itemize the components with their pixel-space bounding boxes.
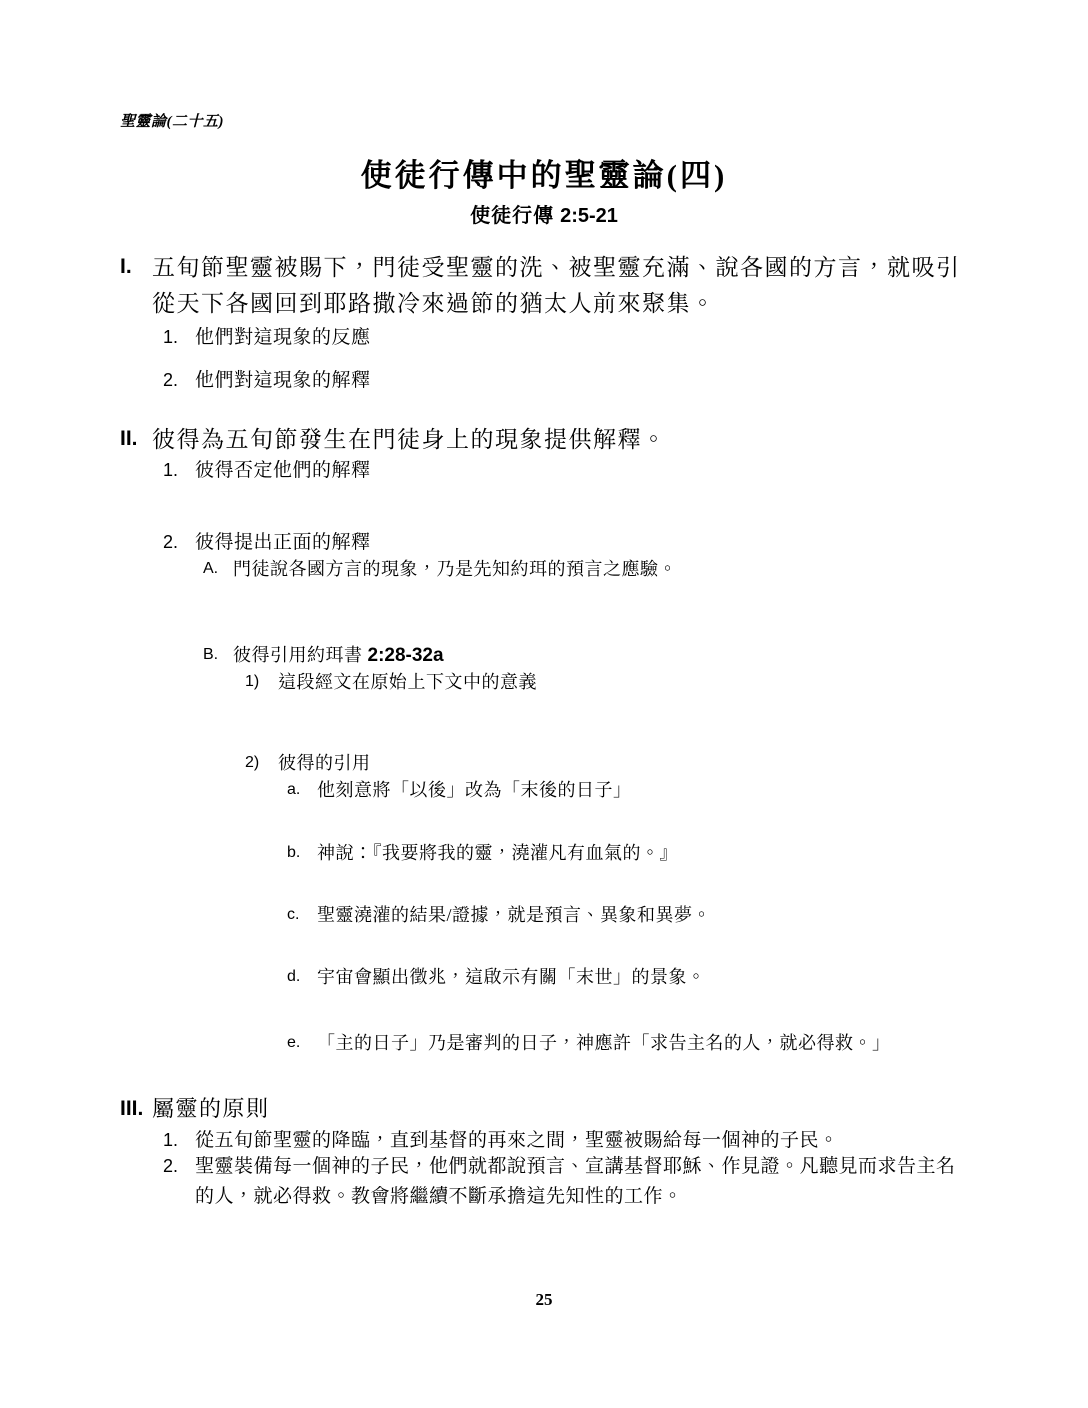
outline-text: 宇宙會顯出徵兆，這啟示有關「末世」的景象。: [317, 967, 706, 987]
page-title: 使徒行傳中的聖靈論(四): [360, 158, 728, 193]
course-series-label: 聖靈論(二十五): [120, 114, 224, 130]
outline-number: 1.: [163, 1130, 179, 1150]
outline-text: 聖靈裝備每一個神的子民，他們就都說預言、宣講基督耶穌、作見證。凡聽見而求告主名: [195, 1156, 956, 1177]
outline-number: 2): [245, 754, 260, 771]
outline-text: 彼得否定他們的解釋: [195, 460, 371, 481]
outline-number: e.: [287, 1034, 301, 1051]
outline-text: 彼得的引用: [278, 753, 371, 773]
outline-text: 屬靈的原則: [152, 1096, 270, 1121]
page-number: 25: [535, 1290, 553, 1309]
outline-number: c.: [287, 906, 300, 923]
outline-text: 彼得提出正面的解釋: [195, 532, 371, 553]
outline-number: 1.: [163, 460, 179, 480]
verse-reference: 2:28-32a: [367, 645, 444, 666]
outline-text: 「主的日子」乃是審判的日子，神應許「求告主名的人，就必得救。」: [317, 1033, 891, 1053]
outline-number: 2.: [163, 532, 179, 552]
outline-text: 他刻意將「以後」改為「末後的日子」: [317, 780, 632, 800]
outline-text: 的人，就必得救。教會將繼續不斷承擔這先知性的工作。: [195, 1186, 683, 1207]
outline-text: 從五旬節聖靈的降臨，直到基督的再來之間，聖靈被賜給每一個神的子民。: [195, 1130, 839, 1151]
subtitle-verse-reference: 2:5-21: [560, 205, 618, 227]
outline-number: 2.: [163, 1156, 179, 1176]
outline-text: [233, 645, 444, 668]
outline-text: 聖靈澆灌的結果/證據，就是預言、異象和異夢。: [317, 905, 711, 925]
outline-number: I.: [120, 255, 132, 278]
outline-number: III.: [120, 1097, 144, 1120]
outline-text: 神說：『我要將我的靈，澆灌凡有血氣的。』: [317, 843, 678, 863]
outline-text-part: 彼得引用約珥書: [233, 645, 363, 665]
outline-number: d.: [287, 968, 301, 985]
outline-number: II.: [120, 427, 138, 450]
scripture-reference-subtitle: [0, 199, 1088, 228]
outline-text: 門徒說各國方言的現象，乃是先知約珥的預言之應驗。: [233, 559, 677, 579]
outline-text: 這段經文在原始上下文中的意義: [278, 672, 537, 692]
outline-number: b.: [287, 844, 301, 861]
outline-text: 五旬節聖靈被賜下，門徒受聖靈的洗、被聖靈充滿、說各國的方言，就吸引: [152, 255, 961, 280]
outline-text: 從天下各國回到耶路撒冷來過節的猶太人前來聚集。: [152, 291, 716, 316]
outline-number: A.: [203, 560, 219, 577]
outline-number: a.: [287, 781, 301, 798]
subtitle-book-name: 使徒行傳: [470, 205, 555, 227]
outline-number: 2.: [163, 370, 179, 390]
outline-text: 他們對這現象的反應: [195, 327, 371, 348]
outline-number: B.: [203, 646, 219, 663]
outline-text: 他們對這現象的解釋: [195, 370, 371, 391]
outline-text: 彼得為五旬節發生在門徒身上的現象提供解釋。: [152, 427, 667, 452]
outline-number: 1): [245, 673, 260, 690]
outline-number: 1.: [163, 327, 179, 347]
